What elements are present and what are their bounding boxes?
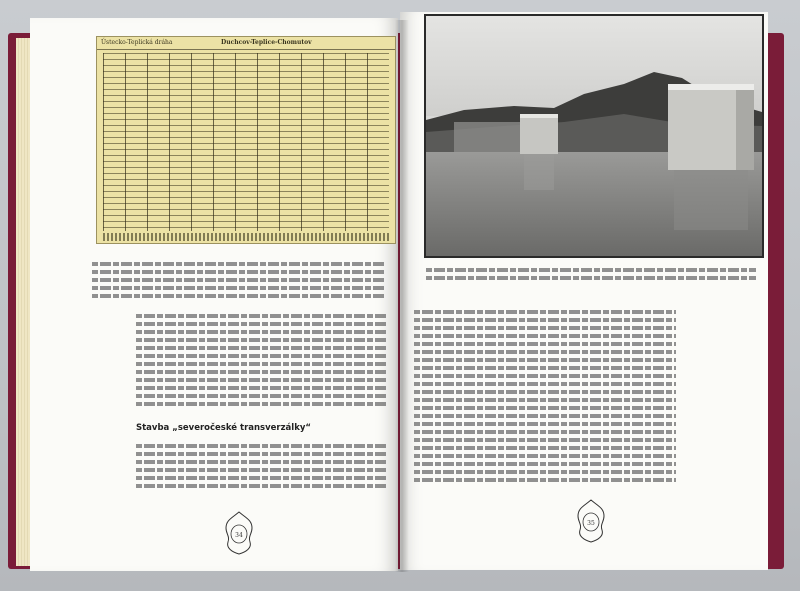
photo-caption: [426, 264, 756, 284]
right-body-text: [414, 306, 676, 486]
timetable-header: [97, 37, 395, 50]
timetable-title: Duchcov-Teplice-Chomutov: [221, 39, 312, 46]
left-body-text-2: [136, 440, 388, 492]
right-page-number: 35: [587, 520, 595, 527]
timetable-image: [96, 36, 396, 244]
timetable-header-left: Ústecko-Teplická dráha: [101, 39, 173, 46]
left-page-number: 34: [235, 532, 243, 539]
right-page-ornament: [574, 498, 608, 544]
left-page-ornament: [222, 510, 256, 556]
left-body-text: [136, 310, 388, 410]
book-spine: [395, 20, 409, 572]
section-heading: Stavba „severočeské transverzálky“: [136, 423, 311, 433]
timetable-footnote: [103, 233, 389, 241]
timetable-columns: [103, 53, 389, 231]
left-intro-text: [92, 258, 386, 302]
river-photo: [424, 14, 764, 258]
